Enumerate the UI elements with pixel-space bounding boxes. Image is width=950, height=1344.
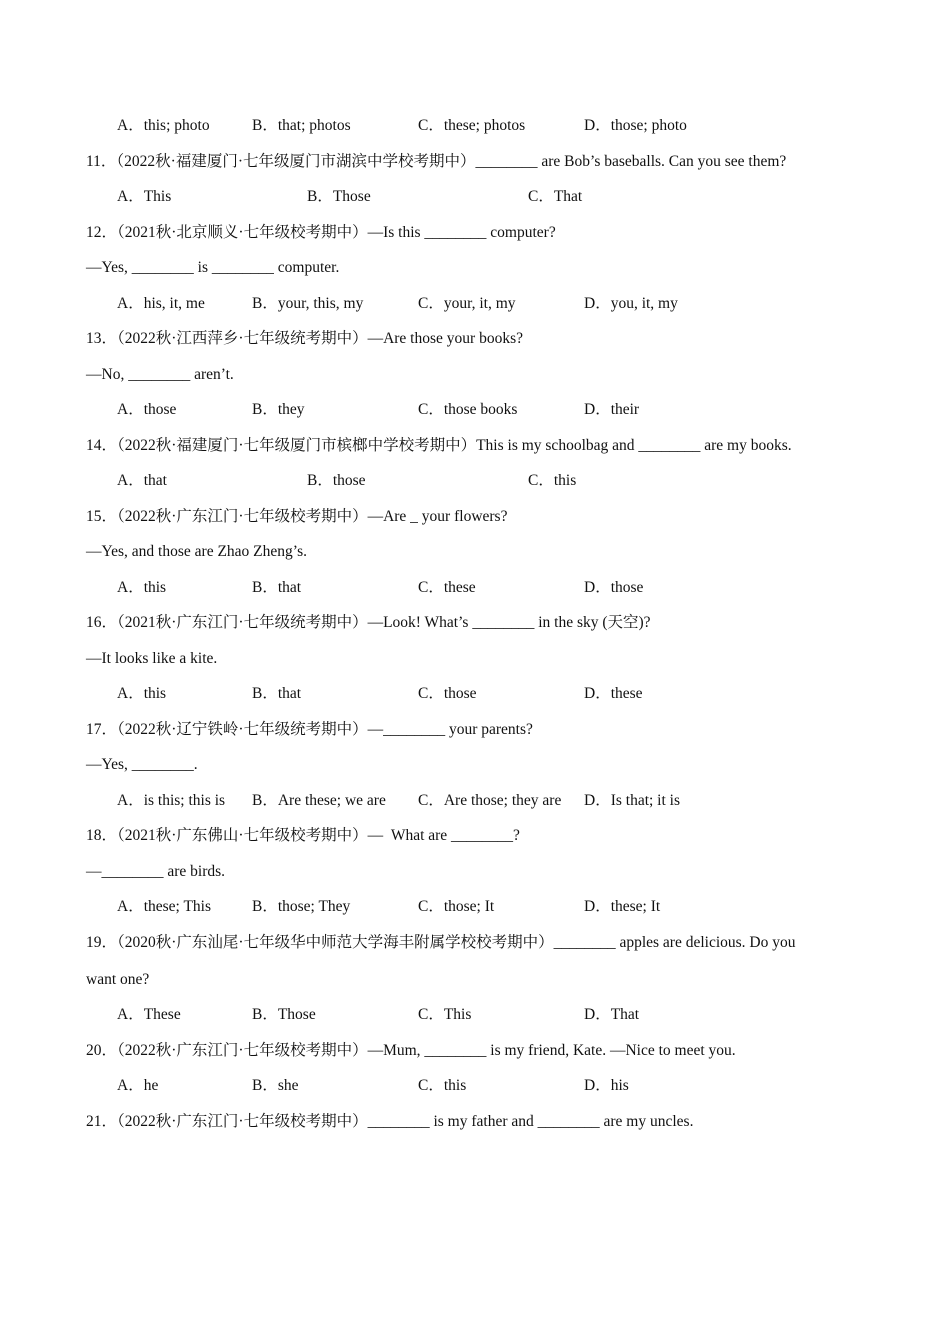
answer-option-a: A．those [117,401,177,418]
answer-option-a: A．he [117,1077,159,1094]
answer-option-b: B．your, this, my [252,294,364,312]
question-stem: 19．（2020秋·广东汕尾·七年级华中师范大学海丰附属学校校考期中）________ apples are delicious. Do you [86,933,796,951]
answer-option-c: C．those [418,685,477,702]
answer-option-c: C．That [528,188,583,205]
answer-option-a: A．this; photo [117,117,210,134]
question-line: —No, ________ aren’t. [86,365,234,383]
question-line: want one? [86,970,150,988]
answer-option-b: B．those; They [252,898,351,915]
question-line: —Yes, ________. [86,756,198,773]
answer-option-b: B．Those [307,188,371,205]
answer-option-b: B．they [252,401,305,418]
question-stem: 18．（2021秋·广东佛山·七年级校考期中）— What are ________? [86,827,520,844]
answer-option-c: C．those; It [418,898,495,915]
question-line: —It looks like a kite. [86,649,218,667]
question-stem: 13．（2022秋·江西萍乡·七年级统考期中）—Are those your books? [86,330,523,347]
answer-option-a: A．these; This [117,898,211,915]
answer-option-c: C．this [418,1077,467,1094]
answer-option-b: B．Those [252,1006,316,1023]
answer-option-d: D．their [584,401,640,418]
question-line: —Yes, ________ is ________ computer. [86,259,340,276]
answer-option-b: B．those [307,472,366,489]
answer-option-c: C．Are those; they are [418,791,562,809]
question-stem: 14．（2022秋·福建厦门·七年级厦门市槟榔中学校考期中）This is my schoolbag and ________ are my books. [86,436,792,454]
answer-option-d: D．you, it, my [584,294,678,312]
answer-option-c: C．your, it, my [418,294,516,312]
answer-option-a: A．This [117,188,172,205]
answer-option-d: D．Is that; it is [584,791,681,809]
question-line: —Yes, and those are Zhao Zheng’s. [86,543,307,560]
answer-option-a: A．this [117,685,167,702]
answer-option-a: A．that [117,472,167,489]
question-stem: 15．（2022秋·广东江门·七年级校考期中）—Are _ your flowers? [86,507,508,525]
question-stem: 21．（2022秋·广东江门·七年级校考期中）________ is my father and ________ are my uncles. [86,1112,694,1130]
answer-option-c: C．these [418,578,476,596]
answer-option-c: C．these; photos [418,117,526,134]
answer-option-d: D．his [584,1077,629,1094]
answer-option-a: A．this [117,578,167,596]
answer-option-a: A．These [117,1006,181,1023]
answer-option-b: B．she [252,1077,299,1094]
answer-option-b: B．that [252,685,302,702]
answer-option-d: D．these; It [584,898,661,915]
answer-option-c: C．This [418,1006,472,1023]
answer-option-c: C．those books [418,401,518,418]
answer-option-a: A．his, it, me [117,294,205,312]
answer-option-b: B．Are these; we are [252,791,386,809]
question-stem: 11．（2022秋·福建厦门·七年级厦门市湖滨中学校考期中）________ are Bob’s baseballs. Can you see them? [86,152,787,170]
answer-option-b: B．that [252,578,302,596]
answer-option-a: A．is this; this is [117,791,226,809]
answer-option-d: D．those; photo [584,117,687,134]
question-stem: 20．（2022秋·广东江门·七年级校考期中）—Mum, ________ is my friend, Kate. —Nice to meet you. [86,1041,736,1059]
answer-option-d: D．these [584,685,643,702]
answer-option-d: D．That [584,1006,640,1023]
answer-option-b: B．that; photos [252,117,351,134]
question-line: —________ are birds. [86,862,226,880]
question-stem: 12．（2021秋·北京顺义·七年级校考期中）—Is this ________ computer? [86,223,556,241]
answer-option-d: D．those [584,578,644,596]
question-stem: 17．（2022秋·辽宁铁岭·七年级统考期中）—________ your parents? [86,720,533,738]
question-stem: 16．（2021秋·广东江门·七年级统考期中）—Look! What’s ________ in the sky (天空)? [86,614,651,631]
answer-option-c: C．this [528,472,577,489]
